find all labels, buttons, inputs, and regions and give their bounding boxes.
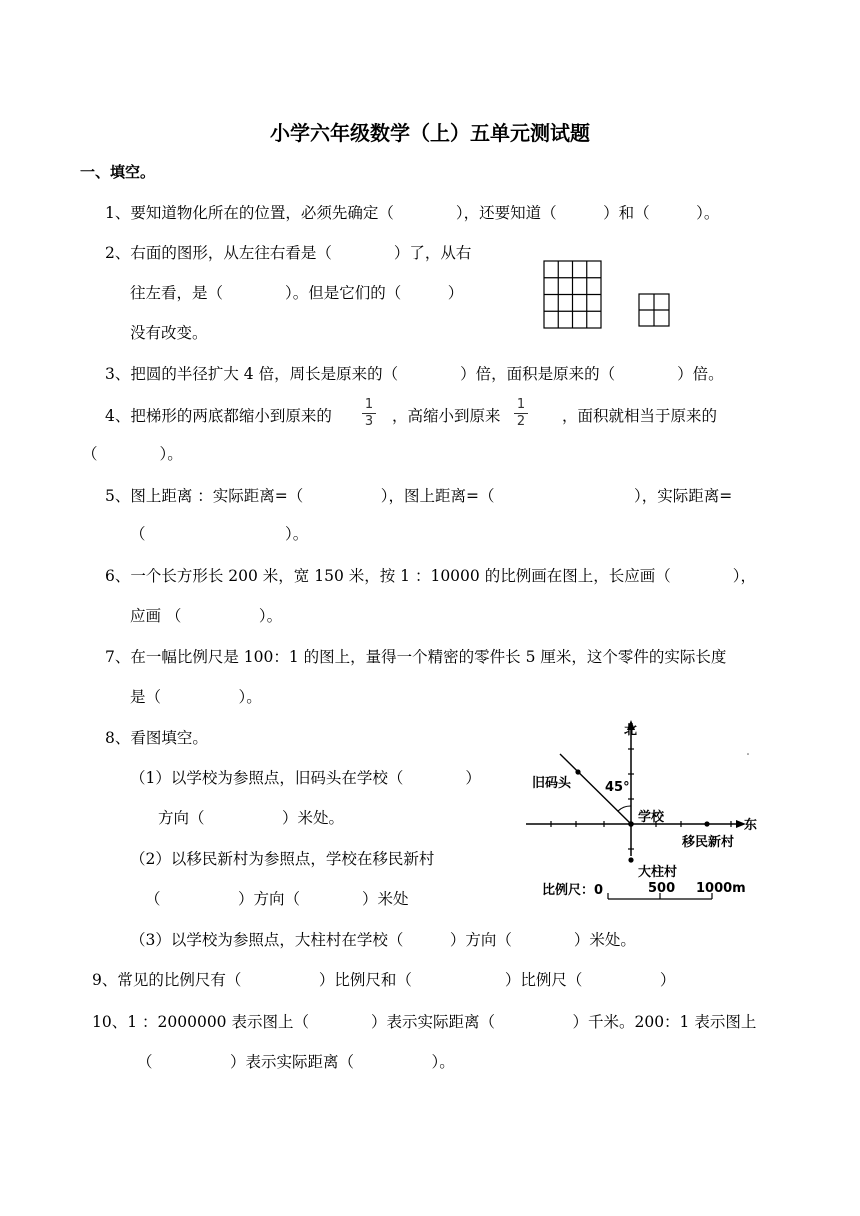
angle-label: 45° bbox=[605, 780, 630, 795]
small-grid-figure bbox=[639, 294, 669, 326]
scale-end-label: 1000m bbox=[696, 881, 746, 896]
question-9: 9、常见的比例尺有（ ）比例尺和（ ）比例尺（ ） bbox=[92, 971, 676, 989]
fraction-one-third bbox=[362, 398, 376, 429]
question-5-line-2: （ ）。 bbox=[130, 525, 309, 543]
question-4-part-1: 4、把梯形的两底都缩小到原来的 bbox=[105, 407, 332, 425]
question-5-line-1: 5、图上距离 ：实际距离=（ ），图上距离=（ ），实际距离= bbox=[105, 487, 733, 505]
question-2-line-2: 往左看，是（ ）。但是它们的（ ） bbox=[130, 284, 464, 302]
question-8-sub-2-line-1: （2）以移民新村为参照点，学校在移民新村 bbox=[130, 850, 435, 868]
question-4-part-3: ，面积就相当于原来的 bbox=[562, 407, 718, 425]
question-4-line-2: （ ）。 bbox=[82, 445, 183, 463]
question-8-sub-1-line-1: （1）以学校为参照点，旧码头在学校（ ） bbox=[130, 769, 481, 787]
scale-mid-label: 500 bbox=[648, 881, 676, 896]
school-point bbox=[628, 821, 634, 827]
fraction-one-half bbox=[514, 398, 528, 429]
question-8-sub-1-line-2: 方向（ ）米处。 bbox=[158, 809, 345, 827]
dazhu-label: 大柱村 bbox=[638, 865, 678, 880]
village-label: 移民新村 bbox=[682, 835, 735, 850]
direction-map bbox=[520, 714, 770, 904]
question-6-line-1: 6、一个长方形长 200 米，宽 150 米，按 1 ：10000 的比例画在图上，长应画（ ）， bbox=[105, 567, 756, 585]
angle-arc bbox=[618, 806, 631, 811]
north-label: 北 bbox=[624, 723, 638, 738]
village-point bbox=[704, 821, 709, 826]
question-4-part-2: ，高缩小到原来 bbox=[392, 407, 501, 425]
fraction-numerator: 1 bbox=[516, 397, 526, 412]
page-title: 小学六年级数学（上）五单元测试题 bbox=[270, 121, 590, 145]
question-10-line-2: （ ）表示实际距离（ ）。 bbox=[137, 1053, 455, 1071]
east-label: 东 bbox=[744, 818, 758, 833]
question-8-sub-3: （3）以学校为参照点，大柱村在学校（ ）方向（ ）米处。 bbox=[130, 931, 636, 949]
dazhu-point bbox=[628, 857, 633, 862]
section-heading-fill-blank: 一、填空。 bbox=[80, 163, 156, 181]
question-8-intro: 8、看图填空。 bbox=[105, 729, 208, 747]
question-3: 3、把圆的半径扩大 4 倍，周长是原来的（ ）倍，面积是原来的（ ）倍。 bbox=[105, 365, 724, 383]
dock-point bbox=[575, 769, 580, 774]
large-grid-figure bbox=[544, 261, 601, 328]
question-2-line-1: 2、右面的图形，从左往右看是（ ）了，从右 bbox=[105, 244, 472, 262]
school-label: 学校 bbox=[638, 810, 665, 825]
fraction-denominator: 3 bbox=[364, 414, 374, 429]
question-7-line-1: 7、在一幅比例尺是 100：1 的图上，量得一个精密的零件长 5 厘米，这个零件的实际长度 bbox=[105, 648, 727, 666]
scale-label: 比例尺：0 bbox=[542, 883, 604, 898]
dock-label: 旧码头 bbox=[532, 776, 572, 791]
question-8-sub-2-line-2: （ ）方向（ ）米处 bbox=[145, 890, 409, 908]
question-2-line-3: 没有改变。 bbox=[130, 324, 208, 342]
question-10-line-1: 10、1 ：2000000 表示图上（ ）表示实际距离（ ）千米。200：1 表示图上 bbox=[92, 1013, 757, 1031]
fraction-numerator: 1 bbox=[364, 397, 374, 412]
question-1: 1、要知道物化所在的位置，必须先确定（ ），还要知道（ ）和（ ）。 bbox=[105, 204, 720, 222]
fraction-denominator: 2 bbox=[516, 414, 526, 429]
grid-figures bbox=[540, 258, 680, 330]
question-7-line-2: 是（ ）。 bbox=[130, 688, 262, 706]
question-6-line-2: 应画 （ ）。 bbox=[130, 607, 283, 625]
